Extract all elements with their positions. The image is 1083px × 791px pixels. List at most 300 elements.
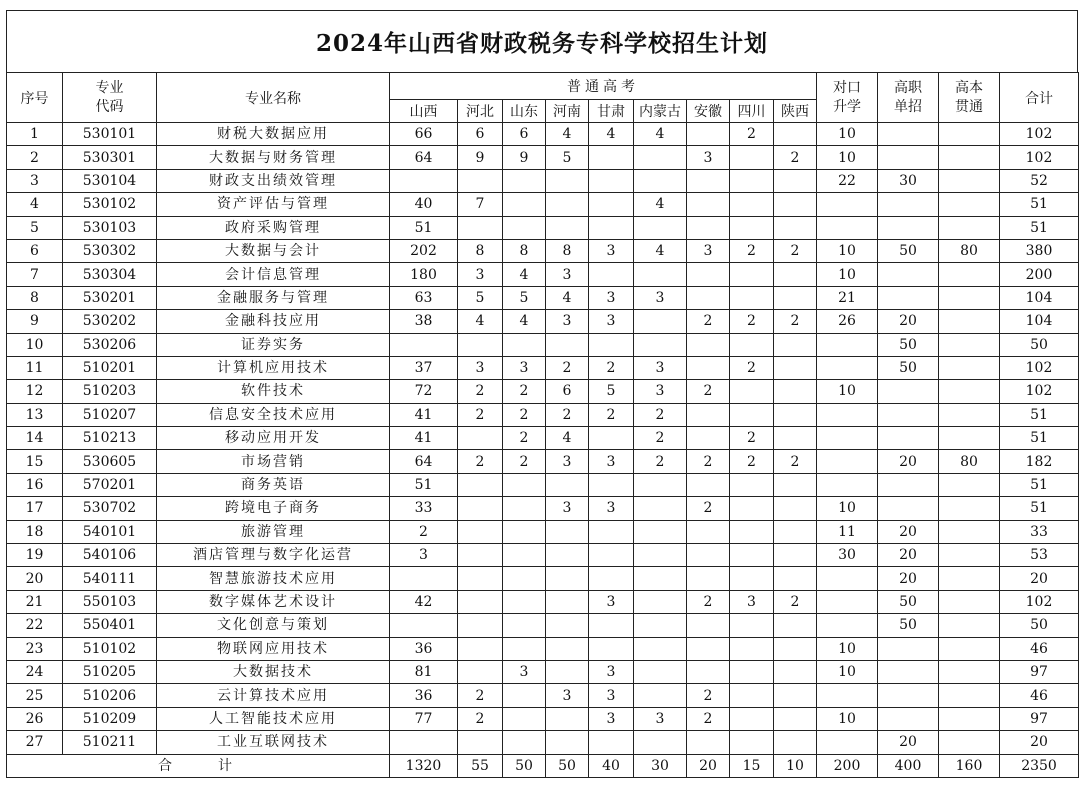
- value-cell: 5: [546, 146, 589, 169]
- value-cell: 3: [390, 544, 458, 567]
- value-cell: [730, 380, 774, 403]
- table-row: [7, 380, 1079, 403]
- value-cell: [817, 590, 878, 613]
- code-cell: 530301: [63, 146, 157, 169]
- value-cell: 20: [878, 520, 939, 543]
- value-cell: 2: [774, 239, 817, 262]
- table-row: [7, 310, 1079, 333]
- value-cell: [390, 169, 458, 192]
- value-cell: [634, 473, 687, 496]
- value-cell: 102: [1000, 380, 1079, 403]
- value-cell: 102: [1000, 356, 1079, 379]
- code-cell: 510211: [63, 731, 157, 754]
- value-cell: [687, 520, 730, 543]
- major-name-cell: 工业互联网技术: [157, 731, 390, 754]
- code-cell: 540101: [63, 520, 157, 543]
- major-name-cell: 信息安全技术应用: [157, 403, 390, 426]
- value-cell: [634, 731, 687, 754]
- value-cell: 4: [634, 239, 687, 262]
- value-cell: 9: [458, 146, 503, 169]
- code-cell: 530104: [63, 169, 157, 192]
- page-title: 2024年山西省财政税务专科学校招生计划: [6, 10, 1078, 72]
- code-cell: 530302: [63, 239, 157, 262]
- value-cell: 80: [939, 450, 1000, 473]
- value-cell: [589, 427, 634, 450]
- seq-cell: 14: [7, 427, 63, 450]
- value-cell: [390, 731, 458, 754]
- header-province: 河南: [546, 100, 589, 123]
- value-cell: [878, 497, 939, 520]
- value-cell: 10: [817, 380, 878, 403]
- value-cell: [939, 403, 1000, 426]
- value-cell: 2: [458, 403, 503, 426]
- value-cell: 53: [1000, 544, 1079, 567]
- value-cell: 4: [458, 310, 503, 333]
- value-cell: 52: [1000, 169, 1079, 192]
- value-cell: [634, 520, 687, 543]
- value-cell: 3: [589, 707, 634, 730]
- value-cell: [774, 660, 817, 683]
- seq-cell: 27: [7, 731, 63, 754]
- value-cell: [878, 403, 939, 426]
- value-cell: [939, 310, 1000, 333]
- value-cell: [503, 614, 546, 637]
- seq-cell: 22: [7, 614, 63, 637]
- value-cell: 4: [503, 310, 546, 333]
- header-gaokao: 普通高考: [390, 73, 817, 100]
- value-cell: 2: [634, 427, 687, 450]
- value-cell: [774, 614, 817, 637]
- value-cell: [687, 614, 730, 637]
- seq-cell: 12: [7, 380, 63, 403]
- value-cell: 33: [390, 497, 458, 520]
- major-name-cell: 大数据与财务管理: [157, 146, 390, 169]
- table-row: [7, 590, 1079, 613]
- header-duikou-line2: 升学: [833, 98, 862, 115]
- value-cell: 4: [546, 123, 589, 146]
- value-cell: 3: [458, 356, 503, 379]
- value-cell: [458, 333, 503, 356]
- value-cell: [774, 193, 817, 216]
- table-row: [7, 637, 1079, 660]
- value-cell: [503, 169, 546, 192]
- major-name-cell: 金融服务与管理: [157, 286, 390, 309]
- value-cell: 200: [1000, 263, 1079, 286]
- value-cell: [546, 707, 589, 730]
- value-cell: [939, 216, 1000, 239]
- value-cell: [817, 450, 878, 473]
- value-cell: [546, 731, 589, 754]
- total-value-cell: 20: [687, 754, 730, 777]
- code-cell: 510205: [63, 660, 157, 683]
- value-cell: [589, 146, 634, 169]
- code-cell: 530103: [63, 216, 157, 239]
- value-cell: [458, 520, 503, 543]
- table-row: [7, 731, 1079, 754]
- value-cell: [687, 169, 730, 192]
- major-name-cell: 政府采购管理: [157, 216, 390, 239]
- total-value-cell: 50: [503, 754, 546, 777]
- value-cell: [774, 497, 817, 520]
- value-cell: [878, 263, 939, 286]
- value-cell: [817, 356, 878, 379]
- value-cell: 64: [390, 146, 458, 169]
- value-cell: 6: [503, 123, 546, 146]
- table-row: [7, 286, 1079, 309]
- value-cell: 46: [1000, 637, 1079, 660]
- seq-cell: 7: [7, 263, 63, 286]
- value-cell: [878, 380, 939, 403]
- code-cell: 510203: [63, 380, 157, 403]
- value-cell: [589, 637, 634, 660]
- value-cell: [634, 544, 687, 567]
- value-cell: 3: [546, 310, 589, 333]
- seq-cell: 15: [7, 450, 63, 473]
- header-province: 山西: [390, 100, 458, 123]
- table-row: [7, 544, 1079, 567]
- value-cell: 2: [730, 310, 774, 333]
- value-cell: 104: [1000, 310, 1079, 333]
- value-cell: [817, 333, 878, 356]
- value-cell: [730, 286, 774, 309]
- value-cell: 50: [878, 239, 939, 262]
- value-cell: [687, 544, 730, 567]
- value-cell: 64: [390, 450, 458, 473]
- value-cell: 2: [458, 707, 503, 730]
- value-cell: 2: [503, 427, 546, 450]
- value-cell: 51: [1000, 403, 1079, 426]
- value-cell: 41: [390, 403, 458, 426]
- value-cell: [503, 637, 546, 660]
- value-cell: 38: [390, 310, 458, 333]
- major-name-cell: 旅游管理: [157, 520, 390, 543]
- value-cell: [687, 356, 730, 379]
- value-cell: 2: [503, 380, 546, 403]
- value-cell: [939, 356, 1000, 379]
- value-cell: 36: [390, 637, 458, 660]
- table-row: [7, 356, 1079, 379]
- value-cell: [687, 333, 730, 356]
- code-cell: 530102: [63, 193, 157, 216]
- value-cell: [458, 473, 503, 496]
- table-row: [7, 684, 1079, 707]
- value-cell: [546, 614, 589, 637]
- value-cell: 51: [1000, 427, 1079, 450]
- value-cell: [458, 216, 503, 239]
- value-cell: [817, 567, 878, 590]
- value-cell: 51: [1000, 497, 1079, 520]
- seq-cell: 19: [7, 544, 63, 567]
- value-cell: [939, 263, 1000, 286]
- code-cell: 530201: [63, 286, 157, 309]
- value-cell: [878, 473, 939, 496]
- value-cell: 2: [730, 450, 774, 473]
- value-cell: [774, 567, 817, 590]
- value-cell: 6: [458, 123, 503, 146]
- value-cell: [939, 497, 1000, 520]
- value-cell: [817, 684, 878, 707]
- value-cell: [878, 660, 939, 683]
- header-gaozhi-line2: 单招: [894, 98, 923, 115]
- major-name-cell: 大数据与会计: [157, 239, 390, 262]
- value-cell: 4: [546, 427, 589, 450]
- value-cell: 30: [817, 544, 878, 567]
- table-row: [7, 520, 1079, 543]
- value-cell: [774, 380, 817, 403]
- value-cell: [458, 731, 503, 754]
- value-cell: [634, 684, 687, 707]
- value-cell: 2: [730, 356, 774, 379]
- seq-cell: 20: [7, 567, 63, 590]
- value-cell: [939, 169, 1000, 192]
- value-cell: 72: [390, 380, 458, 403]
- value-cell: [939, 684, 1000, 707]
- value-cell: 2: [589, 403, 634, 426]
- value-cell: [817, 427, 878, 450]
- value-cell: 2: [730, 123, 774, 146]
- value-cell: 3: [503, 356, 546, 379]
- value-cell: 7: [458, 193, 503, 216]
- value-cell: [503, 333, 546, 356]
- header-duikou-line1: 对口: [833, 79, 862, 96]
- total-value-cell: 15: [730, 754, 774, 777]
- header-province: 安徽: [687, 100, 730, 123]
- value-cell: [730, 731, 774, 754]
- value-cell: 30: [878, 169, 939, 192]
- value-cell: 22: [817, 169, 878, 192]
- value-cell: [458, 660, 503, 683]
- value-cell: 5: [458, 286, 503, 309]
- total-value-cell: 160: [939, 754, 1000, 777]
- value-cell: 51: [390, 216, 458, 239]
- value-cell: [730, 193, 774, 216]
- major-name-cell: 金融科技应用: [157, 310, 390, 333]
- value-cell: [546, 590, 589, 613]
- total-value-cell: 40: [589, 754, 634, 777]
- value-cell: [589, 193, 634, 216]
- value-cell: 40: [390, 193, 458, 216]
- table-row: [7, 450, 1079, 473]
- seq-cell: 13: [7, 403, 63, 426]
- seq-cell: 11: [7, 356, 63, 379]
- table-row: [7, 473, 1079, 496]
- value-cell: 20: [1000, 567, 1079, 590]
- value-cell: [730, 333, 774, 356]
- code-cell: 510206: [63, 684, 157, 707]
- code-cell: 510201: [63, 356, 157, 379]
- value-cell: [878, 146, 939, 169]
- enrollment-table: [6, 72, 1079, 778]
- value-cell: [589, 731, 634, 754]
- value-cell: 2: [687, 380, 730, 403]
- total-value-cell: 400: [878, 754, 939, 777]
- major-name-cell: 会计信息管理: [157, 263, 390, 286]
- code-cell: 540111: [63, 567, 157, 590]
- value-cell: 10: [817, 146, 878, 169]
- header-gaoben-line1: 高本: [955, 79, 984, 96]
- value-cell: [546, 544, 589, 567]
- value-cell: 10: [817, 263, 878, 286]
- value-cell: 3: [546, 450, 589, 473]
- value-cell: 3: [589, 239, 634, 262]
- value-cell: [730, 497, 774, 520]
- table-row: [7, 333, 1079, 356]
- value-cell: 8: [546, 239, 589, 262]
- value-cell: 21: [817, 286, 878, 309]
- value-cell: [878, 123, 939, 146]
- major-name-cell: 人工智能技术应用: [157, 707, 390, 730]
- value-cell: [939, 614, 1000, 637]
- major-name-cell: 大数据技术: [157, 660, 390, 683]
- value-cell: [730, 146, 774, 169]
- major-name-cell: 计算机应用技术: [157, 356, 390, 379]
- value-cell: 51: [1000, 193, 1079, 216]
- value-cell: [730, 403, 774, 426]
- value-cell: [458, 427, 503, 450]
- value-cell: [939, 380, 1000, 403]
- value-cell: [589, 333, 634, 356]
- value-cell: 2: [503, 403, 546, 426]
- value-cell: [939, 520, 1000, 543]
- value-cell: 2: [687, 310, 730, 333]
- value-cell: 4: [589, 123, 634, 146]
- value-cell: [589, 263, 634, 286]
- value-cell: 51: [1000, 473, 1079, 496]
- value-cell: 46: [1000, 684, 1079, 707]
- value-cell: 3: [730, 590, 774, 613]
- header-duikou: [817, 73, 878, 123]
- value-cell: [458, 590, 503, 613]
- value-cell: 80: [939, 239, 1000, 262]
- value-cell: 2: [774, 146, 817, 169]
- major-name-cell: 财政支出绩效管理: [157, 169, 390, 192]
- value-cell: [774, 544, 817, 567]
- value-cell: [687, 660, 730, 683]
- value-cell: 66: [390, 123, 458, 146]
- value-cell: [687, 123, 730, 146]
- value-cell: [503, 473, 546, 496]
- code-cell: 540106: [63, 544, 157, 567]
- header-gaozhi-line1: 高职: [894, 79, 923, 96]
- value-cell: [458, 169, 503, 192]
- value-cell: 81: [390, 660, 458, 683]
- header-seq: 序号: [7, 73, 63, 123]
- value-cell: 3: [589, 450, 634, 473]
- value-cell: 2: [730, 239, 774, 262]
- value-cell: 3: [634, 286, 687, 309]
- value-cell: 3: [589, 310, 634, 333]
- header-gaoben: [939, 73, 1000, 123]
- value-cell: 50: [878, 590, 939, 613]
- value-cell: 2: [687, 450, 730, 473]
- major-name-cell: 云计算技术应用: [157, 684, 390, 707]
- value-cell: [634, 660, 687, 683]
- value-cell: [774, 333, 817, 356]
- value-cell: [503, 684, 546, 707]
- value-cell: [730, 473, 774, 496]
- value-cell: 50: [878, 333, 939, 356]
- seq-cell: 24: [7, 660, 63, 683]
- value-cell: [546, 520, 589, 543]
- value-cell: [503, 193, 546, 216]
- major-name-cell: 酒店管理与数字化运营: [157, 544, 390, 567]
- value-cell: 20: [878, 450, 939, 473]
- code-cell: 550401: [63, 614, 157, 637]
- value-cell: 3: [589, 497, 634, 520]
- seq-cell: 5: [7, 216, 63, 239]
- header-province: 河北: [458, 100, 503, 123]
- total-value-cell: 2350: [1000, 754, 1079, 777]
- table-row: [7, 263, 1079, 286]
- value-cell: [939, 286, 1000, 309]
- value-cell: 8: [503, 239, 546, 262]
- value-cell: [390, 333, 458, 356]
- value-cell: 20: [878, 544, 939, 567]
- code-cell: 530101: [63, 123, 157, 146]
- value-cell: 41: [390, 427, 458, 450]
- value-cell: [939, 660, 1000, 683]
- seq-cell: 17: [7, 497, 63, 520]
- value-cell: [939, 193, 1000, 216]
- value-cell: [687, 637, 730, 660]
- header-code-line2: 代码: [95, 98, 124, 115]
- value-cell: 3: [546, 263, 589, 286]
- value-cell: 10: [817, 123, 878, 146]
- value-cell: [390, 567, 458, 590]
- major-name-cell: 商务英语: [157, 473, 390, 496]
- value-cell: [687, 427, 730, 450]
- value-cell: 20: [878, 567, 939, 590]
- value-cell: [939, 637, 1000, 660]
- value-cell: [817, 403, 878, 426]
- code-cell: 550103: [63, 590, 157, 613]
- value-cell: 2: [458, 380, 503, 403]
- value-cell: 380: [1000, 239, 1079, 262]
- code-cell: 530605: [63, 450, 157, 473]
- major-name-cell: 智慧旅游技术应用: [157, 567, 390, 590]
- value-cell: [774, 263, 817, 286]
- value-cell: [730, 660, 774, 683]
- value-cell: [878, 684, 939, 707]
- total-value-cell: 55: [458, 754, 503, 777]
- enrollment-sheet: [6, 10, 1078, 778]
- value-cell: 3: [546, 684, 589, 707]
- value-cell: [503, 731, 546, 754]
- value-cell: [546, 637, 589, 660]
- major-name-cell: 证券实务: [157, 333, 390, 356]
- value-cell: 20: [878, 731, 939, 754]
- header-province: 内蒙古: [634, 100, 687, 123]
- value-cell: [546, 169, 589, 192]
- header-province: 甘肃: [589, 100, 634, 123]
- value-cell: 2: [730, 427, 774, 450]
- value-cell: [817, 193, 878, 216]
- value-cell: [589, 520, 634, 543]
- value-cell: [687, 403, 730, 426]
- value-cell: [503, 590, 546, 613]
- code-cell: 510209: [63, 707, 157, 730]
- value-cell: [458, 497, 503, 520]
- value-cell: [634, 169, 687, 192]
- value-cell: [546, 216, 589, 239]
- major-name-cell: 资产评估与管理: [157, 193, 390, 216]
- value-cell: [730, 216, 774, 239]
- seq-cell: 26: [7, 707, 63, 730]
- value-cell: 4: [634, 193, 687, 216]
- value-cell: [687, 286, 730, 309]
- value-cell: 2: [687, 707, 730, 730]
- total-value-cell: 200: [817, 754, 878, 777]
